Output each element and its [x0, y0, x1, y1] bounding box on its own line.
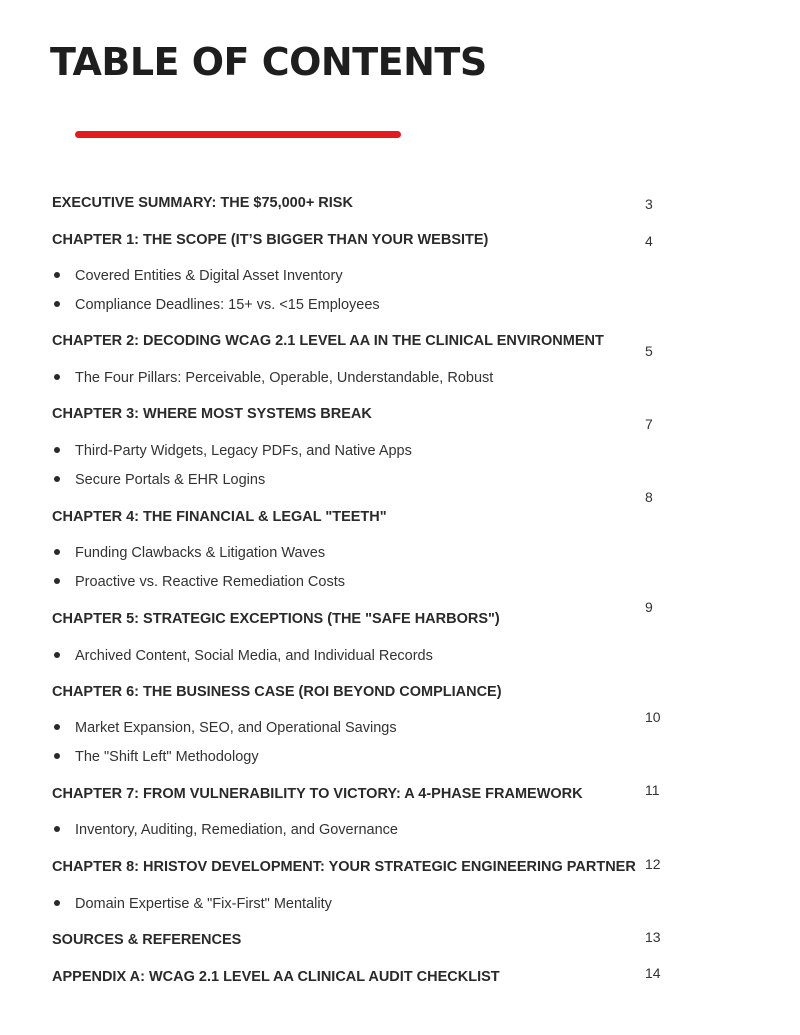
toc-entry-chapter-7[interactable]: CHAPTER 7: FROM VULNERABILITY TO VICTORY: A 4-PHASE FRAMEWORK — [52, 786, 583, 802]
toc-page-number: 4 — [645, 233, 653, 249]
bullet-icon — [54, 826, 60, 832]
toc-subitem-label: Secure Portals & EHR Logins — [75, 472, 266, 488]
toc-entry-chapter-1[interactable]: CHAPTER 1: THE SCOPE (IT’S BIGGER THAN YOUR WEBSITE) — [52, 232, 489, 248]
bullet-icon — [54, 272, 60, 278]
toc-page-number: 12 — [645, 856, 661, 872]
bullet-icon — [54, 652, 60, 658]
toc-subitem[interactable] — [52, 370, 493, 386]
toc-subitem-label: The "Shift Left" Methodology — [75, 749, 259, 765]
toc-subitem[interactable] — [52, 268, 343, 284]
toc-subitem[interactable] — [52, 749, 259, 765]
toc-subitem-label: The Four Pillars: Perceivable, Operable, Understandable, Robust — [75, 370, 494, 386]
toc-subitem[interactable] — [52, 648, 433, 664]
toc-entry-executive-summary[interactable]: EXECUTIVE SUMMARY: THE $75,000+ RISK — [52, 195, 353, 211]
page-title: TABLE OF CONTENTS — [50, 40, 487, 84]
toc-subitem-label: Domain Expertise & "Fix-First" Mentality — [75, 896, 332, 912]
toc-subitem[interactable] — [52, 720, 397, 736]
toc-subitem-label: Archived Content, Social Media, and Individual Records — [75, 648, 433, 664]
toc-entry-chapter-8[interactable]: CHAPTER 8: HRISTOV DEVELOPMENT: YOUR STRATEGIC ENGINEERING PARTNER — [52, 859, 636, 875]
toc-subitem[interactable] — [52, 574, 345, 590]
toc-subitem[interactable] — [52, 822, 398, 838]
toc-subitem-label: Proactive vs. Reactive Remediation Costs — [75, 574, 345, 590]
toc-page-number: 9 — [645, 599, 653, 615]
bullet-icon — [54, 753, 60, 759]
toc-subitem-label: Compliance Deadlines: 15+ vs. <15 Employees — [75, 297, 380, 313]
bullet-icon — [54, 374, 60, 380]
toc-subitem-label: Third-Party Widgets, Legacy PDFs, and Native Apps — [75, 443, 412, 459]
toc-subitem-label: Market Expansion, SEO, and Operational Savings — [75, 720, 397, 736]
toc-page-number: 10 — [645, 709, 661, 725]
toc-page-number: 8 — [645, 489, 653, 505]
toc-subitem[interactable] — [52, 896, 332, 912]
toc-page-number: 13 — [645, 929, 661, 945]
toc-entry-chapter-4[interactable]: CHAPTER 4: THE FINANCIAL & LEGAL "TEETH" — [52, 509, 387, 525]
toc-page-number: 14 — [645, 965, 661, 981]
toc-entry-chapter-3[interactable]: CHAPTER 3: WHERE MOST SYSTEMS BREAK — [52, 406, 372, 422]
title-accent-bar — [75, 131, 401, 138]
bullet-icon — [54, 900, 60, 906]
toc-subitem-label: Inventory, Auditing, Remediation, and Governance — [75, 822, 398, 838]
toc-page-number: 5 — [645, 343, 653, 359]
bullet-icon — [54, 301, 60, 307]
toc-subitem-label: Funding Clawbacks & Litigation Waves — [75, 545, 326, 561]
toc-subitem[interactable] — [52, 443, 412, 459]
toc-entry-chapter-5[interactable]: CHAPTER 5: STRATEGIC EXCEPTIONS (THE "SAFE HARBORS") — [52, 611, 500, 627]
toc-entry-chapter-2[interactable]: CHAPTER 2: DECODING WCAG 2.1 LEVEL AA IN THE CLINICAL ENVIRONMENT — [52, 333, 604, 349]
toc-subitem-label: Covered Entities & Digital Asset Inventory — [75, 268, 343, 284]
bullet-icon — [54, 549, 60, 555]
toc-page-number: 3 — [645, 196, 653, 212]
bullet-icon — [54, 447, 60, 453]
toc-entry-sources[interactable]: SOURCES & REFERENCES — [52, 932, 242, 948]
toc-subitem[interactable] — [52, 545, 325, 561]
bullet-icon — [54, 476, 60, 482]
toc-subitem[interactable] — [52, 297, 380, 313]
toc-page-number: 11 — [645, 782, 660, 798]
toc-page-number: 7 — [645, 416, 653, 432]
toc-entry-appendix-a[interactable]: APPENDIX A: WCAG 2.1 LEVEL AA CLINICAL AUDIT CHECKLIST — [52, 969, 500, 985]
bullet-icon — [54, 578, 60, 584]
toc-entry-chapter-6[interactable]: CHAPTER 6: THE BUSINESS CASE (ROI BEYOND COMPLIANCE) — [52, 684, 502, 700]
bullet-icon — [54, 724, 60, 730]
toc-subitem[interactable] — [52, 472, 265, 488]
